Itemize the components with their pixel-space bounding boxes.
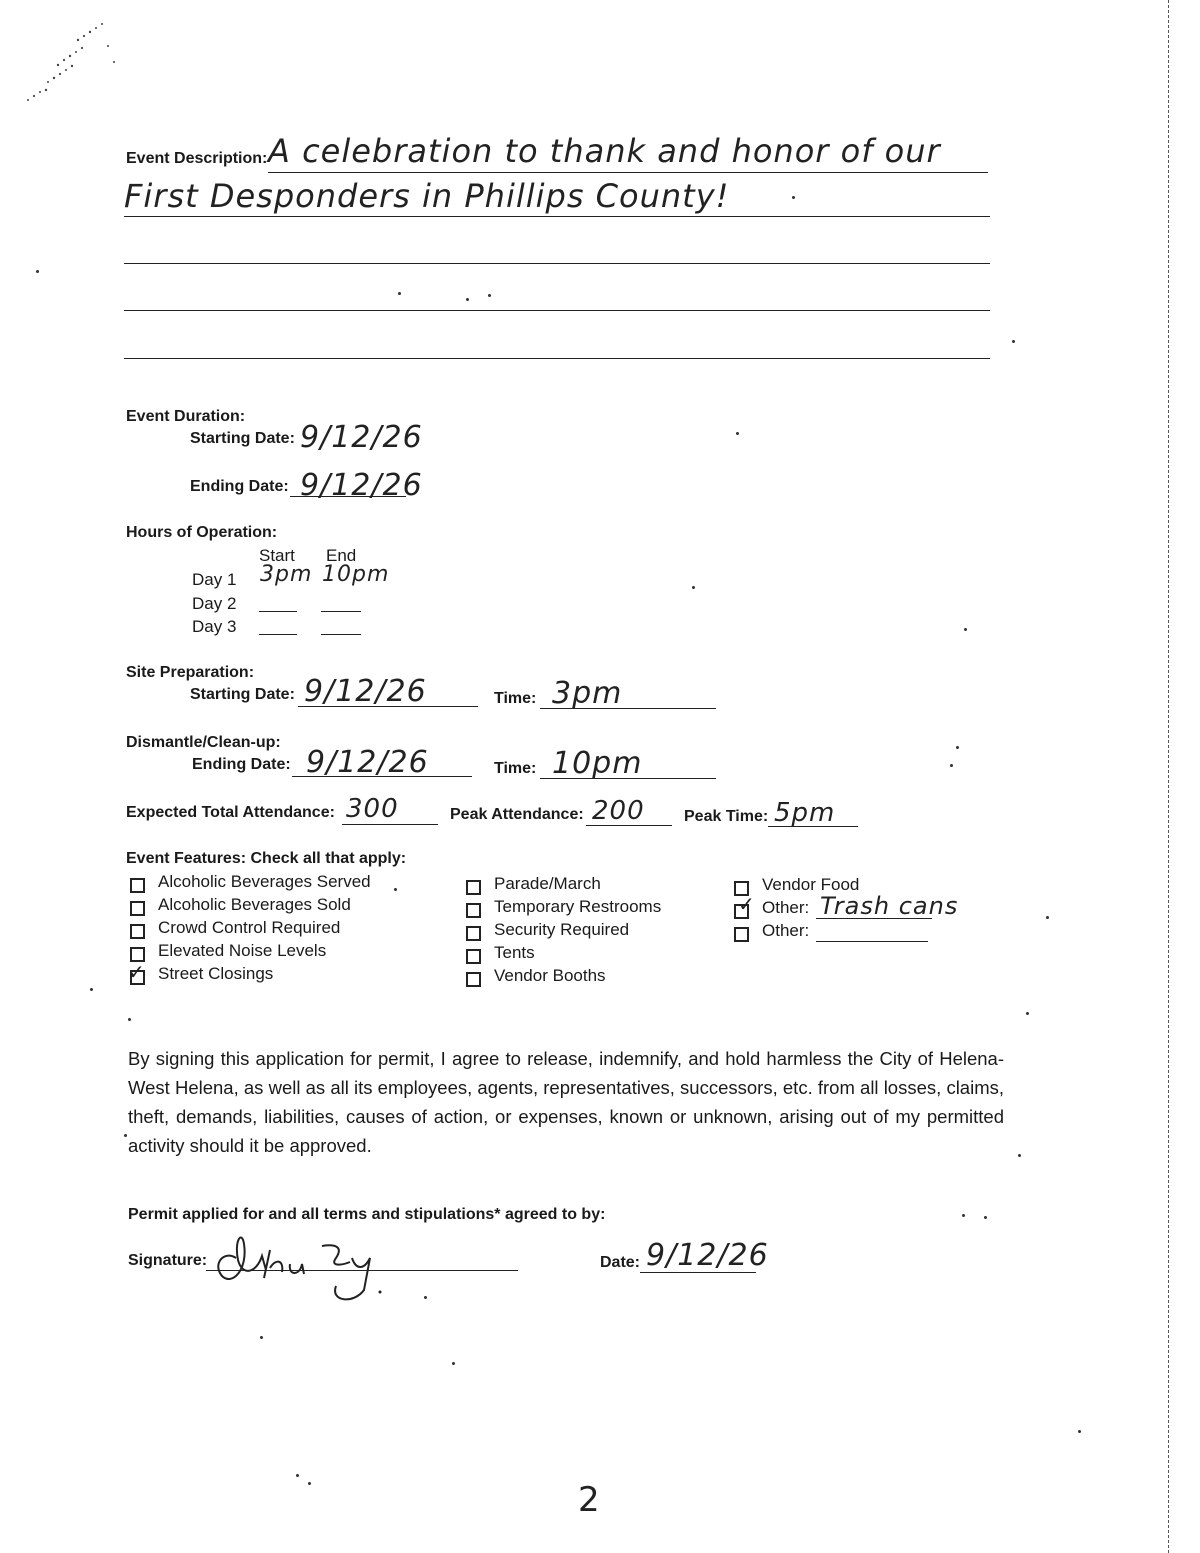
feature-parade: Parade/March (494, 874, 601, 893)
dismantle-heading: Dismantle/Clean-up: (126, 734, 281, 751)
checkbox-alcohol-served[interactable] (130, 878, 145, 893)
speck (398, 292, 401, 295)
peak-attendance-line (586, 825, 672, 826)
site-prep-time-line (540, 708, 716, 709)
speck (1078, 1430, 1081, 1433)
feature-other-2-label: Other: (762, 921, 810, 940)
day-3-end-line (321, 634, 361, 635)
expected-attendance-value: 300 (346, 794, 399, 824)
event-duration-heading: Event Duration: (126, 408, 246, 425)
feature-alcohol-served: Alcoholic Beverages Served (158, 872, 371, 891)
expected-attendance-line (342, 824, 438, 825)
feature-street-closings: Street Closings (158, 964, 274, 983)
site-prep-heading: Site Preparation: (126, 664, 255, 681)
feature-other-1-label: Other: (762, 898, 810, 917)
day-1-label: Day 1 (192, 570, 237, 589)
speck (950, 764, 953, 767)
speck (962, 1214, 965, 1217)
dismantle-date-value: 9/12/26 (306, 745, 429, 780)
feature-vendor-food: Vendor Food (762, 875, 860, 894)
release-paragraph: By signing this application for permit, I agree to release, indemnify, and hold harmless the City of Helena-West Helena, as well as all its employees, agents, representatives, successors, etc. from all losses, claims, theft, demands, liabilities, causes of action, or expenses, known or unknown, arising out of my permitted activity should it be approved. (128, 1048, 1004, 1156)
site-prep-time-label: Time: (494, 690, 537, 707)
scan-noise (18, 10, 128, 110)
speck (1012, 340, 1015, 343)
signature-label: Signature: (128, 1252, 208, 1269)
speck (956, 746, 959, 749)
description-line-1 (268, 172, 988, 173)
event-description-line1: A celebration to thank and honor of our (268, 132, 941, 170)
checkbox-alcohol-sold[interactable] (130, 901, 145, 916)
feature-crowd-control: Crowd Control Required (158, 918, 341, 937)
speck (736, 432, 739, 435)
checkbox-vendor-booths[interactable] (466, 972, 481, 987)
description-line-2 (124, 216, 990, 217)
page-number: 2 (578, 1480, 601, 1520)
features-heading: Event Features: Check all that apply: (126, 850, 407, 867)
speck (792, 196, 795, 199)
handwritten-signature (204, 1220, 404, 1310)
site-prep-date-value: 9/12/26 (304, 674, 427, 709)
dismantle-time-label: Time: (494, 760, 537, 777)
site-prep-date-label: Starting Date: (190, 686, 295, 703)
ending-date-line (290, 496, 406, 497)
checkbox-parade[interactable] (466, 880, 481, 895)
dismantle-date-label: Ending Date: (192, 756, 291, 773)
speck (260, 1336, 263, 1339)
dismantle-time-line (540, 778, 716, 779)
speck (466, 298, 469, 301)
feature-tents: Tents (494, 943, 535, 962)
event-description-label: Event Description: (126, 150, 268, 167)
peak-attendance-value: 200 (592, 796, 645, 826)
description-line-5 (124, 358, 990, 359)
description-line-4 (124, 310, 990, 311)
day-1-end: 10pm (322, 562, 390, 587)
checkbox-security[interactable] (466, 926, 481, 941)
speck (124, 1134, 127, 1137)
event-description-line2: First Desponders in Phillips County! (124, 177, 730, 215)
speck (128, 1018, 131, 1021)
speck (984, 1216, 987, 1219)
feature-vendor-booths: Vendor Booths (494, 966, 606, 985)
day-2-label: Day 2 (192, 594, 237, 613)
peak-attendance-label: Peak Attendance: (450, 806, 584, 823)
speck (90, 988, 93, 991)
feature-other-1-value: Trash cans (820, 892, 959, 920)
speck (1046, 916, 1049, 919)
signature-date-value: 9/12/26 (646, 1238, 769, 1273)
peak-time-line (768, 826, 858, 827)
checkbox-tents[interactable] (466, 949, 481, 964)
hours-start-col: Start (259, 546, 295, 565)
starting-date-label: Starting Date: (190, 430, 295, 447)
dismantle-time-value: 10pm (552, 746, 643, 781)
day-2-end-line (321, 611, 361, 612)
speck (1026, 1012, 1029, 1015)
description-line-3 (124, 263, 990, 264)
speck (394, 888, 397, 891)
signature-date-line (640, 1272, 756, 1273)
scan-edge-line (1168, 0, 1169, 1553)
ending-date-label: Ending Date: (190, 478, 289, 495)
feature-restrooms: Temporary Restrooms (494, 897, 662, 916)
speck (488, 294, 491, 297)
speck (452, 1362, 455, 1365)
checkbox-other-2[interactable] (734, 927, 749, 942)
other-2-line (816, 941, 928, 942)
day-3-label: Day 3 (192, 617, 237, 636)
ending-date-value: 9/12/26 (300, 468, 423, 503)
expected-attendance-label: Expected Total Attendance: (126, 804, 335, 821)
day-2-start-line (259, 611, 297, 612)
speck (1018, 1154, 1021, 1157)
peak-time-label: Peak Time: (684, 808, 769, 825)
speck (964, 628, 967, 631)
feature-noise-levels: Elevated Noise Levels (158, 941, 327, 960)
check-mark-street-closings: ✓ (128, 960, 145, 984)
dismantle-date-line (292, 776, 472, 777)
feature-alcohol-sold: Alcoholic Beverages Sold (158, 895, 351, 914)
signature-line (206, 1270, 518, 1271)
site-prep-time-value: 3pm (552, 676, 623, 711)
checkbox-crowd-control[interactable] (130, 924, 145, 939)
speck (308, 1482, 311, 1485)
speck (424, 1296, 427, 1299)
speck (692, 586, 695, 589)
hours-end-col: End (326, 546, 357, 565)
speck (36, 270, 39, 273)
peak-time-value: 5pm (774, 798, 836, 828)
permit-agreement-heading: Permit applied for and all terms and stipulations* agreed to by: (128, 1206, 606, 1223)
speck (296, 1474, 299, 1477)
hours-heading: Hours of Operation: (126, 524, 278, 541)
site-prep-date-line (298, 706, 478, 707)
starting-date-value: 9/12/26 (300, 420, 423, 455)
check-mark-other-1: ✓ (738, 892, 755, 916)
checkbox-restrooms[interactable] (466, 903, 481, 918)
signature-date-label: Date: (600, 1254, 641, 1271)
other-1-line (816, 918, 932, 919)
feature-security: Security Required (494, 920, 630, 939)
day-3-start-line (259, 634, 297, 635)
day-1-start: 3pm (260, 562, 313, 587)
